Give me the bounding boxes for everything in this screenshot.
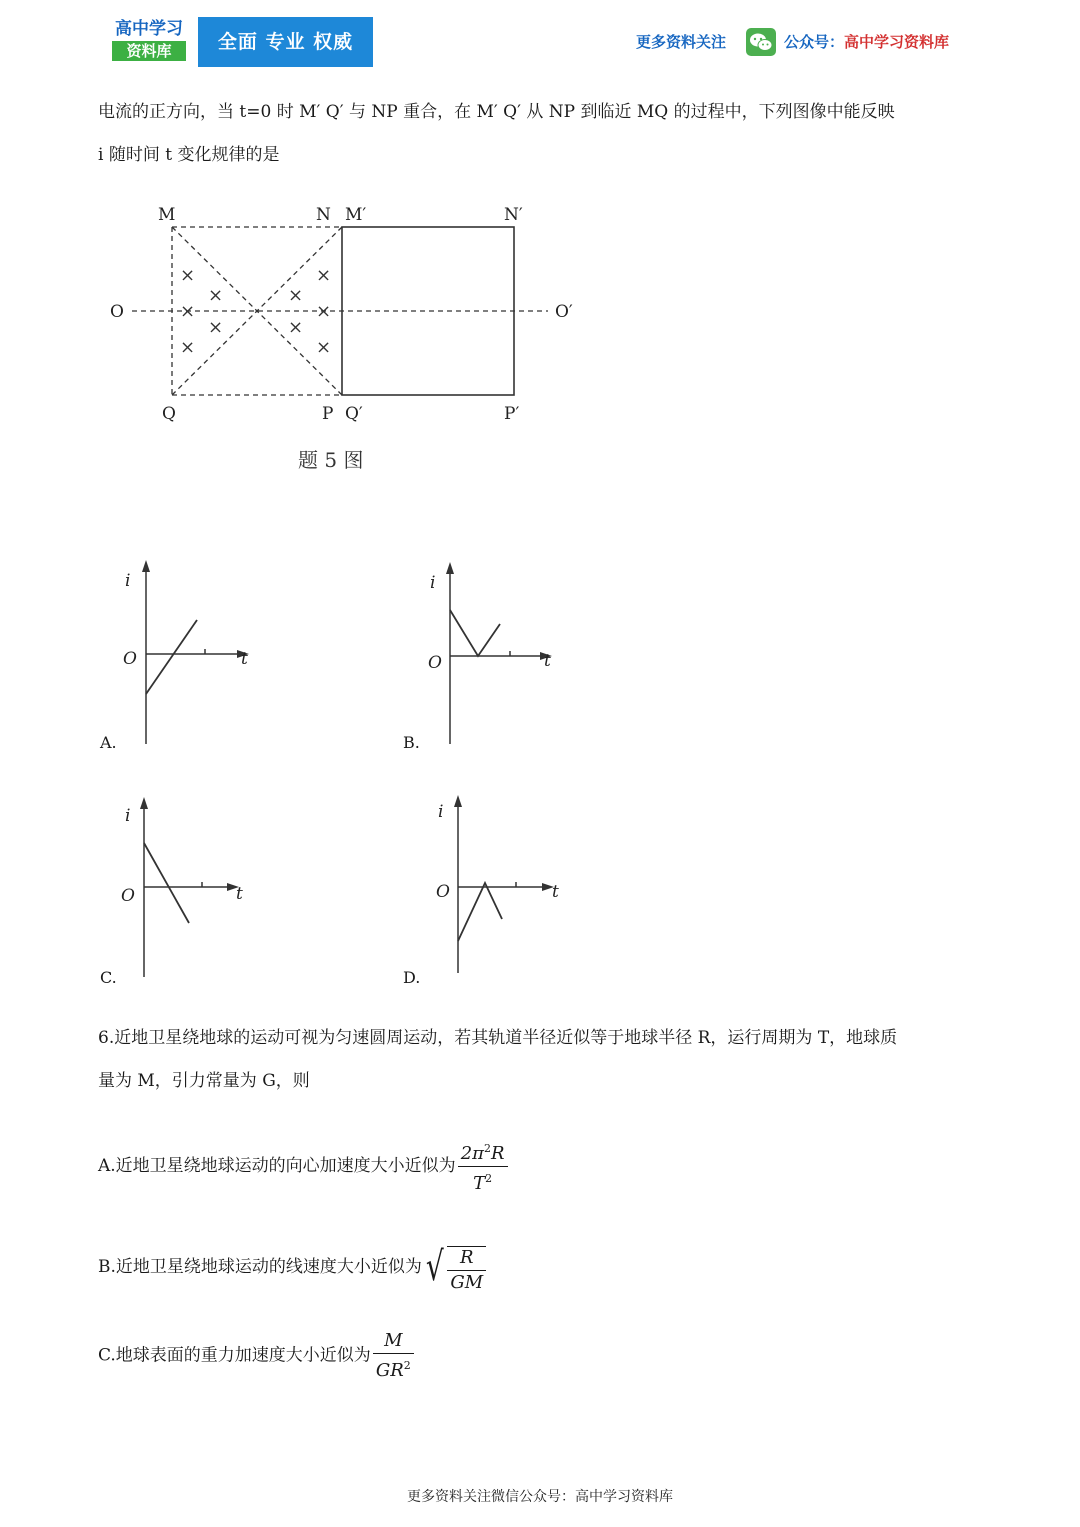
q6-option-a [98,1138,508,1195]
axis-label-i: i [125,806,131,826]
axis-label-t: t [544,651,551,671]
label-m: M [158,205,176,225]
formula-c-den-exp: 2 [403,1359,411,1372]
axis-label-i: i [125,571,131,591]
q5-line-2: i 随时间 t 变化规律的是 [98,145,280,165]
graph-d-label: D. [403,968,421,987]
formula-a-num-r: R [490,1143,505,1164]
header-gzh [784,30,949,54]
formula-b-num: R [447,1247,486,1271]
axis-label-t: t [241,649,248,669]
wechat-icon [746,28,776,56]
cross-mark: × [288,285,304,306]
figure-caption: 题 5 图 [298,448,364,472]
q6-option-b-text: B.近地卫星绕地球运动的线速度大小近似为 [98,1257,422,1277]
cross-mark: × [208,285,224,306]
cross-mark: × [316,265,332,286]
origin-label: O [123,649,137,669]
gzh-name: 高中学习资料库 [844,33,950,51]
graph-line [458,883,502,941]
axis-label-t: t [552,882,559,902]
graph-c-label: C. [100,968,117,987]
graph-d [430,793,570,978]
logo-line-2: 资料库 [112,41,186,61]
graph-b-label: B. [403,733,420,752]
cross-mark: × [180,301,196,322]
i-arrow [140,797,148,809]
q6-option-b [98,1240,486,1294]
graph-line [146,620,197,694]
q6-option-c [98,1330,414,1382]
formula-a-num-exp: 2 [483,1142,491,1155]
i-arrow [142,560,150,572]
graph-a-label: A. [100,733,117,752]
formula-a-den: T [473,1173,486,1194]
cross-mark: × [180,265,196,286]
graph-a [115,558,255,748]
formula-b-den: GM [450,1271,484,1293]
label-o: O [110,302,124,322]
graph-line [450,610,500,656]
label-n: N [316,205,331,225]
axis-label-i: i [438,802,444,822]
q6-option-a-text: A.近地卫星绕地球运动的向心加速度大小近似为 [98,1156,456,1176]
q5-line-1: 电流的正方向，当 t=0 时 M′ Q′ 与 NP 重合，在 M′ Q′ 从 NP 到临近 MQ 的过程中，下列图像中能反映 [98,102,895,122]
origin-label: O [436,882,450,902]
label-p: P [322,404,334,424]
graph-line [144,843,189,923]
cross-mark: × [316,301,332,322]
origin-label: O [121,886,135,906]
label-o-prime: O′ [555,302,573,322]
cross-mark: × [288,317,304,338]
cross-mark: × [180,337,196,358]
q6-line-2: 量为 M，引力常量为 G，则 [98,1071,310,1091]
logo-line-1: 高中学习 [115,19,183,39]
q6-option-c-text: C.地球表面的重力加速度大小近似为 [98,1345,371,1366]
graph-b [420,560,560,750]
sqrt-sign: √ [425,1243,444,1290]
axis-label-i: i [430,573,436,593]
header-more-text: 更多资料关注 [636,33,727,51]
formula-c-den: GR [375,1360,404,1381]
q6-line-1: 6.近地卫星绕地球的运动可视为匀速圆周运动，若其轨道半径近似等于地球半径 R，运行周期为 T，地球质 [98,1028,898,1048]
cross-mark: × [208,317,224,338]
label-m-prime: M′ [345,205,367,225]
label-q: Q [162,404,176,424]
label-p-prime: P′ [504,404,520,424]
formula-c-num: M [373,1330,414,1354]
formula-a-num: 2π [460,1143,484,1164]
figure-5-diagram [100,195,590,435]
logo [112,17,186,63]
formula-a [458,1138,508,1195]
graph-c [115,795,255,980]
formula-c [373,1330,414,1382]
axis-label-t: t [236,884,243,904]
i-arrow [454,795,462,807]
gzh-label: 公众号： [784,33,845,51]
label-n-prime: N′ [504,205,523,225]
formula-a-den-exp: 2 [485,1172,493,1185]
formula-b [422,1242,486,1294]
label-q-prime: Q′ [345,404,363,424]
footer-text: 更多资料关注微信公众号：高中学习资料库 [407,1489,673,1505]
origin-label: O [428,653,442,673]
slogan-banner: 全面 专业 权威 [198,17,373,67]
i-arrow [446,562,454,574]
cross-mark: × [316,337,332,358]
